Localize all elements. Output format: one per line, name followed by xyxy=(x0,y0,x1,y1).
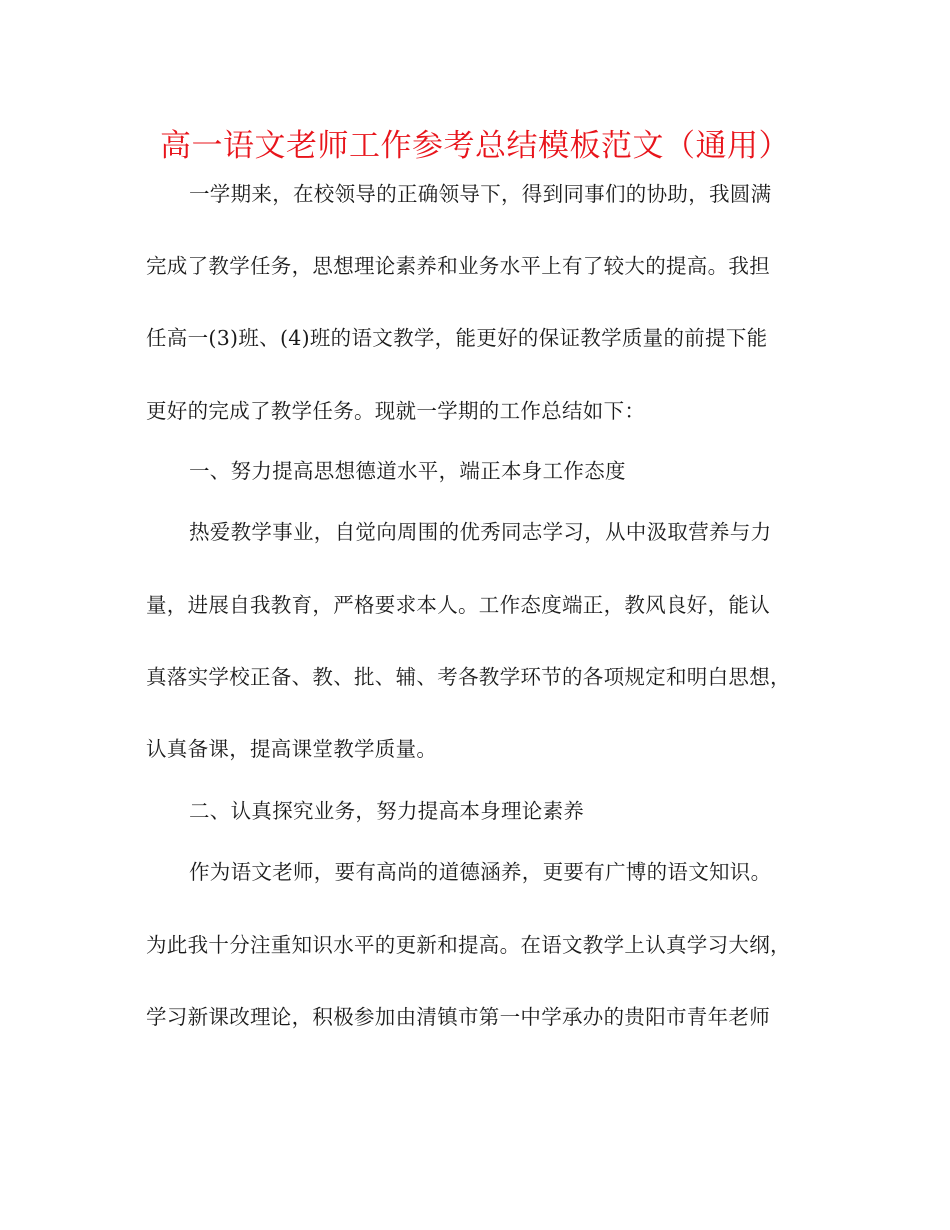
paragraph-1-line-2: 完成了教学任务，思想理论素养和业务水平上有了较大的提高。我担 xyxy=(146,254,770,278)
paragraph-2-line-4: 认真备课，提高课堂教学质量。 xyxy=(146,737,438,761)
section-heading-1: 一、努力提高思想德道水平，端正本身工作态度 xyxy=(189,459,626,483)
paragraph-2-line-3: 真落实学校正备、教、批、辅、考各教学环节的各项规定和明白思想， xyxy=(146,665,791,689)
paragraph-1-line-1: 一学期来，在校领导的正确领导下，得到同事们的协助，我圆满 xyxy=(189,182,772,206)
paragraph-1-line-3: 任高一(3)班、(4)班的语文教学，能更好的保证教学质量的前提下能 xyxy=(146,326,768,350)
paragraph-2-line-2: 量，进展自我教育，严格要求本人。工作态度端正，教风良好，能认 xyxy=(146,593,770,617)
document-title: 高一语文老师工作参考总结模板范文（通用） xyxy=(160,128,790,164)
paragraph-3-line-1: 作为语文老师，要有高尚的道德涵养，更要有广博的语文知识。 xyxy=(189,860,772,884)
section-heading-2: 二、认真探究业务，努力提高本身理论素养 xyxy=(189,799,585,823)
paragraph-1-line-4: 更好的完成了教学任务。现就一学期的工作总结如下： xyxy=(146,399,646,423)
paragraph-3-line-2: 为此我十分注重知识水平的更新和提高。在语文教学上认真学习大纲， xyxy=(146,933,791,957)
paragraph-2-line-1: 热爱教学事业，自觉向周围的优秀同志学习，从中汲取营养与力 xyxy=(189,520,772,544)
paragraph-3-line-3: 学习新课改理论，积极参加由清镇市第一中学承办的贵阳市青年老师 xyxy=(146,1005,770,1029)
